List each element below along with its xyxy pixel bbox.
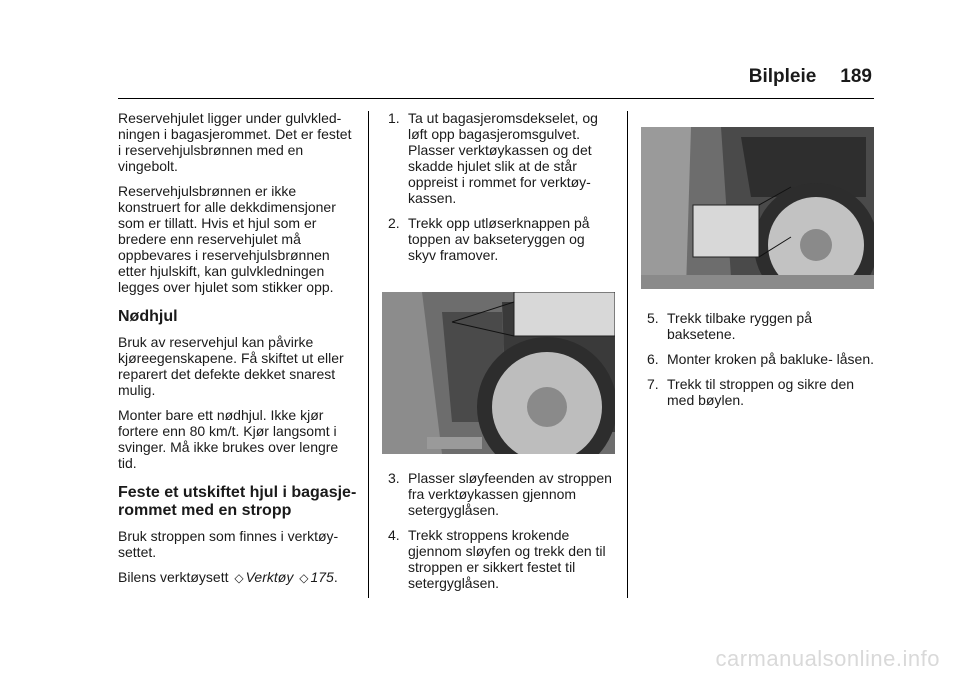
trunk-spare-wheel-illustration bbox=[382, 292, 615, 454]
link-tools[interactable]: Verktøy bbox=[245, 569, 294, 585]
step-number: 1. bbox=[388, 110, 400, 126]
toolkit-text: Bilens verktøysett bbox=[118, 569, 229, 585]
page-number: 189 bbox=[840, 66, 872, 87]
watermark: carmanualsonline.info bbox=[715, 646, 940, 671]
page-header bbox=[749, 66, 872, 88]
heading-emergency-wheel: Nødhjul bbox=[118, 308, 178, 325]
column-3 bbox=[647, 310, 875, 417]
paragraph-emergency-wheel-speed: Monter bare ett nødhjul. Ikke kjør fortere enn 80 km/t. Kjør langsomt i svinger. Må ikke brukes over lengre tid. bbox=[118, 407, 339, 471]
list-item bbox=[388, 215, 616, 263]
link-page-175[interactable]: 175 bbox=[310, 569, 334, 585]
paragraph-emergency-wheel-handling: Bruk av reservehjul kan påvirke kjøreegenskapene. Få skiftet ut eller reparert det defekte dekket snarest mulig. bbox=[118, 334, 344, 398]
paragraph-spare-wheel-location: Reservehjulet ligger under gulvkled- ningen i bagasjerommet. Det er festet i reservehjulsbrønnen med en vingebolt. bbox=[118, 110, 352, 174]
trunk-strap-illustration bbox=[641, 127, 874, 289]
steps-list-bottom bbox=[388, 470, 616, 591]
list-item bbox=[647, 351, 875, 367]
step-text: Trekk til stroppen og sikre den med bøylen. bbox=[667, 376, 855, 408]
paragraph-spare-well-info: Reservehjulsbrønnen er ikke konstruert for alle dekkdimensjoner som er tillatt. Hvis et hjul som er bredere enn reservehjulet må oppbevares i reservehjulsbrønnen etter hjulskift, kan gulvkledningen legges over hjulet som stikker opp. bbox=[118, 183, 336, 295]
list-item bbox=[388, 527, 616, 591]
illustration-strap-hook bbox=[641, 127, 874, 289]
step-number: 3. bbox=[388, 470, 400, 486]
steps-list-top bbox=[388, 110, 616, 263]
step-text: Plasser sløyfeenden av stroppen fra verktøykassen gjennom setergyglåsen. bbox=[408, 470, 612, 518]
page-reference-arrow-icon: ◇ bbox=[299, 571, 309, 585]
steps-list-right bbox=[647, 310, 875, 408]
step-text: Ta ut bagasjeromsdekselet, og løft opp bagasjeromsgulvet. Plasser verktøykassen og det skadde hjulet slik at de står oppreist i rommet for verktøy- kassen. bbox=[408, 110, 598, 206]
column-2-lower bbox=[388, 470, 616, 600]
column-divider-left bbox=[368, 111, 369, 598]
column-1 bbox=[118, 110, 358, 595]
step-number: 5. bbox=[647, 310, 659, 326]
step-text: Monter kroken på bakluke- låsen. bbox=[667, 351, 874, 367]
section-title: Bilpleie bbox=[748, 66, 817, 87]
header-rule bbox=[118, 98, 874, 99]
column-2 bbox=[388, 110, 616, 272]
heading-secure-wheel-strap: Feste et utskiftet hjul i bagasje- rommet med en stropp bbox=[118, 484, 357, 519]
step-number: 6. bbox=[647, 351, 659, 367]
step-number: 4. bbox=[388, 527, 400, 543]
step-text: Trekk opp utløserknappen på toppen av bakseteryggen og skyv framover. bbox=[408, 215, 590, 263]
step-number: 2. bbox=[388, 215, 400, 231]
cross-reference-arrow-icon: ◇ bbox=[234, 571, 244, 585]
list-item bbox=[388, 470, 616, 518]
step-text: Trekk stroppens krokende gjennom sløyfen og trekk den til stroppen er sikkert festet til setergyglåsen. bbox=[408, 527, 606, 591]
list-item bbox=[647, 310, 875, 342]
paragraph-use-strap: Bruk stroppen som finnes i verktøy- settet. bbox=[118, 528, 339, 560]
list-item bbox=[647, 376, 875, 408]
step-number: 7. bbox=[647, 376, 659, 392]
period: . bbox=[333, 569, 338, 585]
paragraph-toolkit-reference bbox=[118, 569, 358, 586]
step-text: Trekk tilbake ryggen på baksetene. bbox=[667, 310, 812, 342]
column-divider-right bbox=[627, 111, 628, 598]
list-item bbox=[388, 110, 616, 206]
illustration-seatback-release bbox=[382, 292, 615, 454]
